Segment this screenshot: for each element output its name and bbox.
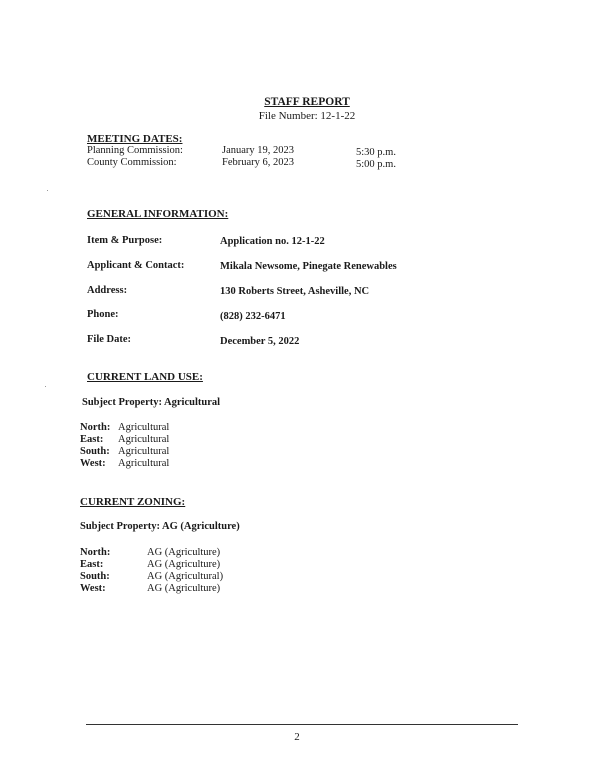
land-use-west-label: West: xyxy=(80,458,106,469)
scan-speck xyxy=(45,386,46,387)
file-date-value: December 5, 2022 xyxy=(220,336,300,347)
general-information-heading: GENERAL INFORMATION: xyxy=(87,208,229,220)
phone-label: Phone: xyxy=(87,309,119,320)
zoning-west-label: West: xyxy=(80,583,106,594)
address-value: 130 Roberts Street, Asheville, NC xyxy=(220,286,370,297)
land-use-south-value: Agricultural xyxy=(118,446,170,457)
zoning-east-value: AG (Agriculture) xyxy=(147,559,221,570)
meeting-date-county: February 6, 2023 xyxy=(222,157,295,168)
meeting-date-planning: January 19, 2023 xyxy=(222,145,295,156)
meeting-time-planning: 5:30 p.m. xyxy=(356,147,396,158)
zoning-south-value: AG (Agricultural) xyxy=(147,571,224,582)
land-use-east-value: Agricultural xyxy=(118,434,170,445)
applicant-contact-value: Mikala Newsome, Pinegate Renewables xyxy=(220,261,397,272)
land-use-north-label: North: xyxy=(80,422,111,433)
zoning-south-label: South: xyxy=(80,571,110,582)
file-number: File Number: 12-1-22 xyxy=(258,110,356,122)
file-date-label: File Date: xyxy=(87,334,132,345)
land-use-south-label: South: xyxy=(80,446,110,457)
meeting-body-planning: Planning Commission: xyxy=(87,145,183,156)
footer-rule xyxy=(86,724,518,725)
current-land-use-heading: CURRENT LAND USE: xyxy=(87,371,203,383)
land-use-north-value: Agricultural xyxy=(118,422,170,433)
zoning-north-value: AG (Agriculture) xyxy=(147,547,221,558)
zoning-west-value: AG (Agriculture) xyxy=(147,583,221,594)
item-purpose-label: Item & Purpose: xyxy=(87,235,163,246)
land-use-west-value: Agricultural xyxy=(118,458,170,469)
meeting-body-county: County Commission: xyxy=(87,157,177,168)
phone-value: (828) 232-6471 xyxy=(220,311,286,322)
meeting-time-county: 5:00 p.m. xyxy=(356,159,396,170)
zoning-east-label: East: xyxy=(80,559,104,570)
zoning-subject-property: Subject Property: AG (Agriculture) xyxy=(80,521,240,532)
scan-speck xyxy=(47,190,48,191)
item-purpose-value: Application no. 12-1-22 xyxy=(220,236,325,247)
address-label: Address: xyxy=(87,285,128,296)
land-use-east-label: East: xyxy=(80,434,104,445)
page-number: 2 xyxy=(294,731,300,743)
current-zoning-heading: CURRENT ZONING: xyxy=(80,496,186,508)
report-title: STAFF REPORT xyxy=(264,96,350,108)
meeting-dates-heading: MEETING DATES: xyxy=(87,133,183,145)
applicant-contact-label: Applicant & Contact: xyxy=(87,260,185,271)
zoning-north-label: North: xyxy=(80,547,111,558)
land-use-subject-property: Subject Property: Agricultural xyxy=(82,397,221,408)
